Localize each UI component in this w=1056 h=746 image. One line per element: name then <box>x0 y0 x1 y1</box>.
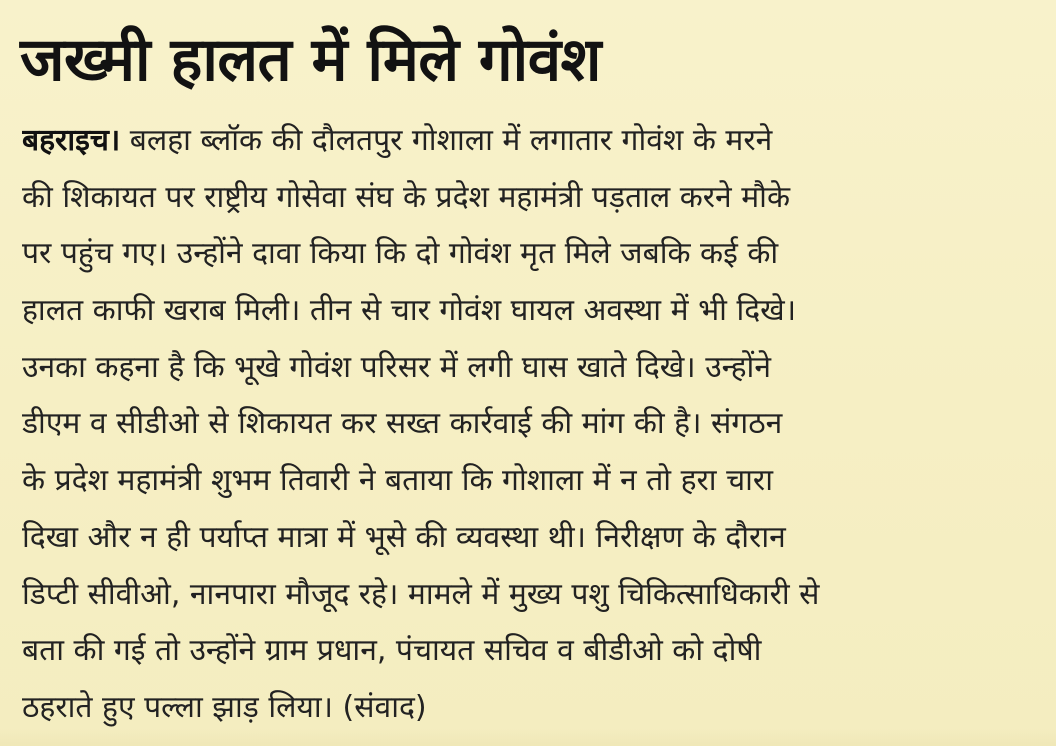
article-line-7: के प्रदेश महामंत्री शुभम तिवारी ने बताया कि गोशाला में न तो हरा चारा <box>22 463 773 499</box>
article-line-11: ठहराते हुए पल्ला झाड़ लिया। (संवाद) <box>22 689 427 725</box>
paper-bottom-edge <box>0 728 1056 746</box>
article-line-3: पर पहुंच गए। उन्होंने दावा किया कि दो गोवंश मृत मिले जबकि कई की <box>22 236 779 272</box>
article-line-1-text: बलहा ब्लॉक की दौलतपुर गोशाला में लगातार गोवंश के मरने <box>120 123 773 158</box>
article-line-5: उनका कहना है कि भूखे गोवंश परिसर में लगी घास खाते दिखे। उन्होंने <box>22 349 771 385</box>
article-line-1 <box>22 113 1040 170</box>
article-line-9: डिप्टी सीवीओ, नानपारा मौजूद रहे। मामले में मुख्य पशु चिकित्साधिकारी से <box>22 576 820 612</box>
article-line-8: दिखा और न ही पर्याप्त मात्रा में भूसे की व्यवस्था थी। निरीक्षण के दौरान <box>22 519 786 555</box>
article-body <box>22 113 1040 737</box>
headline: जख्मी हालत में मिले गोवंश <box>20 25 601 95</box>
article-line-10: बता की गई तो उन्होंने ग्राम प्रधान, पंचायत सचिव व बीडीओ को दोषी <box>22 633 762 669</box>
dateline: बहराइच। <box>22 123 121 158</box>
article-line-4: हालत काफी खराब मिली। तीन से चार गोवंश घायल अवस्था में भी दिखे। <box>22 293 797 329</box>
article-line-2: की शिकायत पर राष्ट्रीय गोसेवा संघ के प्रदेश महामंत्री पड़ताल करने मौके <box>22 179 790 215</box>
article-line-6: डीएम व सीडीओ से शिकायत कर सख्त कार्रवाई की मांग की है। संगठन <box>22 406 783 442</box>
